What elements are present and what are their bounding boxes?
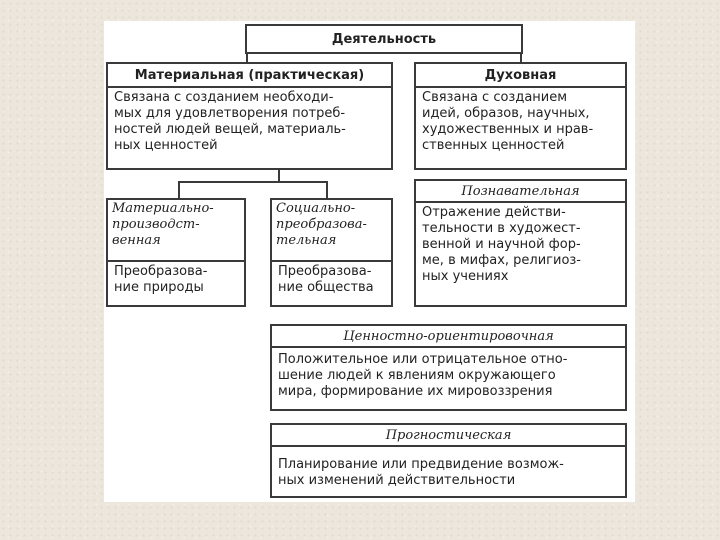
material-title: Материальная (практическая) bbox=[108, 64, 391, 88]
social-transform-title: Социально- преобразова- тельная bbox=[272, 200, 391, 262]
value-oriented-box bbox=[270, 324, 627, 411]
material-description: Связана с созданием необходи- мых для удовлетворения потреб- ностей людей вещей, материаль- ных ценностей bbox=[114, 90, 346, 153]
root-title: Деятельность bbox=[331, 31, 437, 47]
value-oriented-title: Ценностно-ориентировочная bbox=[272, 326, 625, 348]
material-box bbox=[106, 62, 393, 170]
diagram-panel bbox=[104, 21, 635, 502]
prognostic-title: Прогностическая bbox=[272, 425, 625, 447]
prognostic-description: Планирование или предвидение возмож- ных изменений действительности bbox=[278, 457, 564, 488]
connector-horizontal-bar bbox=[178, 181, 328, 183]
social-transform-description: Преобразова- ние общества bbox=[278, 264, 374, 295]
spiritual-description: Связана с созданием идей, образов, научных, художественных и нрав- ственных ценностей bbox=[422, 90, 594, 153]
material-production-title: Материально- производст- венная bbox=[108, 200, 244, 262]
prognostic-box bbox=[270, 423, 627, 498]
value-oriented-description: Положительное или отрицательное отно- шение людей к явлениям окружающего мира, формирование их мировоззрения bbox=[278, 352, 568, 399]
cognitive-description: Отражение действи- тельности в художест- венной и научной фор- ме, в мифах, религиоз- ных учениях bbox=[422, 205, 582, 284]
root-box bbox=[245, 24, 523, 54]
connector-material-bar bbox=[278, 168, 280, 182]
spiritual-title: Духовная bbox=[416, 64, 625, 88]
material-production-box bbox=[106, 198, 246, 307]
material-production-description: Преобразова- ние природы bbox=[114, 264, 208, 295]
spiritual-box bbox=[414, 62, 627, 170]
cognitive-title: Познавательная bbox=[416, 181, 625, 203]
social-transform-box bbox=[270, 198, 393, 307]
cognitive-box bbox=[414, 179, 627, 307]
